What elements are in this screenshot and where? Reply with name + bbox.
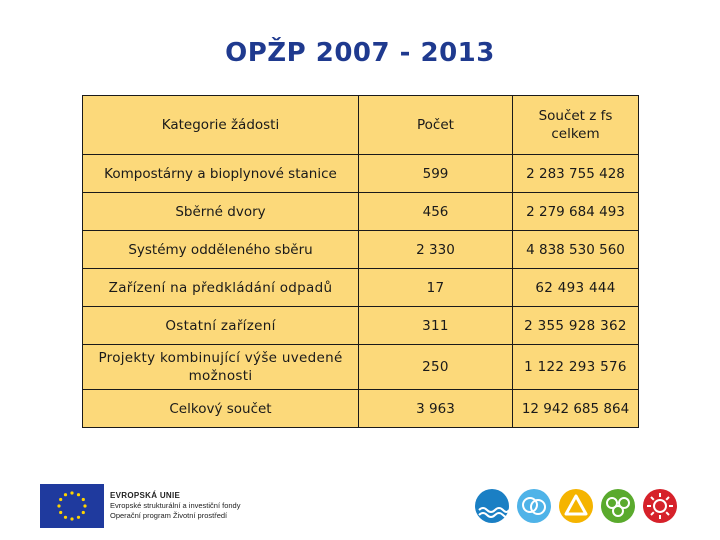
energy-icon bbox=[642, 488, 678, 524]
cell-sum: 12 942 685 864 bbox=[513, 390, 639, 428]
eu-name: EVROPSKÁ UNIE bbox=[110, 491, 181, 500]
air-icon bbox=[516, 488, 552, 524]
header-count: Počet bbox=[359, 96, 513, 155]
table-row bbox=[83, 155, 639, 193]
cell-sum: 2 283 755 428 bbox=[513, 155, 639, 193]
eu-funds: Evropské strukturální a investiční fondy bbox=[110, 501, 241, 510]
eu-logo-block bbox=[40, 484, 240, 528]
cell-category: Systémy odděleného sběru bbox=[83, 231, 359, 269]
eu-text bbox=[110, 491, 240, 521]
cell-sum: 4 838 530 560 bbox=[513, 231, 639, 269]
table-row bbox=[83, 307, 639, 345]
cell-count: 456 bbox=[359, 193, 513, 231]
cell-sum: 62 493 444 bbox=[513, 269, 639, 307]
waste-icon bbox=[558, 488, 594, 524]
eu-programme: Operační program Životní prostředí bbox=[110, 511, 228, 520]
cell-count: 2 330 bbox=[359, 231, 513, 269]
cell-category: Celkový součet bbox=[83, 390, 359, 428]
cell-sum: 2 355 928 362 bbox=[513, 307, 639, 345]
cell-category: Sběrné dvory bbox=[83, 193, 359, 231]
summary-table bbox=[82, 95, 639, 428]
cell-category: Kompostárny a bioplynové stanice bbox=[83, 155, 359, 193]
cell-category: Zařízení na předkládání odpadů bbox=[83, 269, 359, 307]
cell-count: 311 bbox=[359, 307, 513, 345]
nature-icon bbox=[600, 488, 636, 524]
programme-logos bbox=[474, 488, 678, 524]
cell-count: 17 bbox=[359, 269, 513, 307]
table-header-row bbox=[83, 96, 639, 155]
table-total-row bbox=[83, 390, 639, 428]
cell-count: 250 bbox=[359, 345, 513, 390]
cell-count: 599 bbox=[359, 155, 513, 193]
table-row bbox=[83, 345, 639, 390]
header-category: Kategorie žádosti bbox=[83, 96, 359, 155]
table-row bbox=[83, 269, 639, 307]
header-sum: Součet z fs celkem bbox=[513, 96, 639, 155]
eu-flag-icon bbox=[40, 484, 104, 528]
table-row bbox=[83, 231, 639, 269]
cell-sum: 1 122 293 576 bbox=[513, 345, 639, 390]
page-title: OPŽP 2007 - 2013 bbox=[225, 38, 495, 68]
cell-count: 3 963 bbox=[359, 390, 513, 428]
cell-sum: 2 279 684 493 bbox=[513, 193, 639, 231]
cell-category: Ostatní zařízení bbox=[83, 307, 359, 345]
cell-category: Projekty kombinující výše uvedené možnosti bbox=[83, 345, 359, 390]
water-icon bbox=[474, 488, 510, 524]
table-row bbox=[83, 193, 639, 231]
